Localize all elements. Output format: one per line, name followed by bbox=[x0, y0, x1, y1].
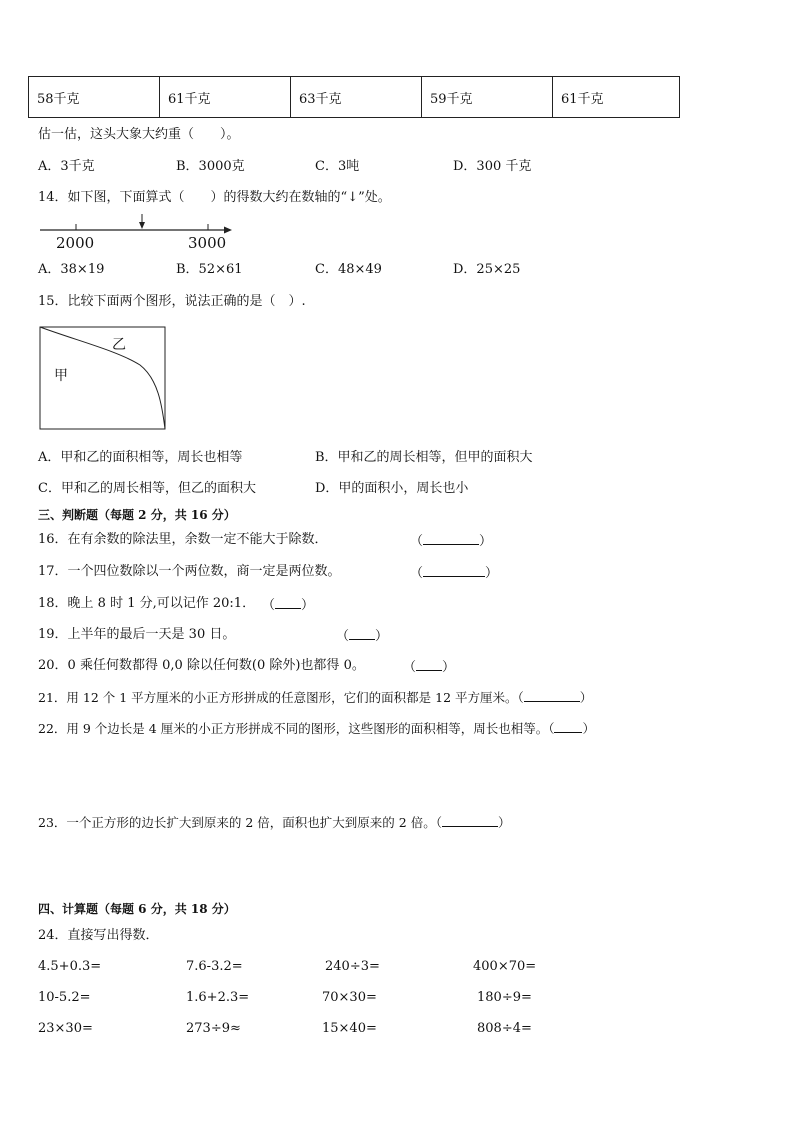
table-cell: 58千克 bbox=[29, 77, 160, 118]
q15-option-c: C．甲和乙的周长相等，但乙的面积大 bbox=[38, 481, 256, 496]
axis-arrow-icon bbox=[224, 227, 232, 234]
q16-text: 16．在有余数的除法里，余数一定不能大于除数． bbox=[38, 532, 328, 547]
q21-text: 21．用 12 个 1 平方厘米的小正方形拼成的任意图形，它们的面积都是 12 平方厘米。（ ） bbox=[38, 690, 593, 705]
q17-answer-blank: （ ） bbox=[410, 566, 499, 581]
section3-title: 三、判断题（每题 2 分，共 16 分） bbox=[38, 508, 236, 522]
number-line bbox=[38, 214, 238, 254]
q13-option-b: B．3000克 bbox=[176, 159, 245, 174]
down-arrow-head-icon bbox=[139, 222, 145, 229]
calc-cell: 15×40= bbox=[322, 1021, 377, 1036]
q19-text: 19．上半年的最后一天是 30 日。 bbox=[38, 627, 236, 642]
axis-label-3000: 3000 bbox=[188, 234, 227, 252]
calc-cell: 400×70= bbox=[473, 959, 537, 974]
q14-option-a: A．38×19 bbox=[38, 262, 105, 277]
q15-stem: 15．比较下面两个图形，说法正确的是（ ）. bbox=[38, 294, 306, 309]
q15-option-a: A．甲和乙的面积相等，周长也相等 bbox=[38, 450, 243, 465]
q24-stem: 24．直接写出得数． bbox=[38, 928, 159, 943]
q14-option-d: D．25×25 bbox=[453, 262, 521, 277]
q17-text: 17．一个四位数除以一个两位数，商一定是两位数。 bbox=[38, 564, 341, 579]
q13-option-d: D．300 千克 bbox=[453, 159, 532, 174]
calc-cell: 70×30= bbox=[322, 990, 377, 1005]
calc-cell: 1.6+2.3= bbox=[186, 990, 250, 1005]
weights-table bbox=[28, 76, 680, 118]
q18-text: 18．晚上 8 时 1 分,可以记作 20:1． bbox=[38, 596, 256, 611]
q15-option-d: D．甲的面积小，周长也小 bbox=[315, 481, 469, 496]
table-row bbox=[29, 77, 680, 118]
q18-answer-blank: （ ） bbox=[262, 598, 315, 613]
q16-answer-blank: （ ） bbox=[410, 534, 493, 549]
q22-text: 22．用 9 个边长是 4 厘米的小正方形拼成不同的图形，这些图形的面积相等，周长也相等。（ ） bbox=[38, 721, 595, 736]
q14-stem: 14．如下图，下面算式（ ）的得数大约在数轴的“↓”处。 bbox=[38, 190, 391, 205]
axis-label-2000: 2000 bbox=[56, 234, 95, 252]
calc-cell: 4.5+0.3= bbox=[38, 959, 102, 974]
calc-cell: 273÷9≈ bbox=[186, 1021, 241, 1036]
figure-label-jia: 甲 bbox=[54, 368, 68, 384]
q15-figure bbox=[38, 325, 170, 433]
q14-option-c: C．48×49 bbox=[315, 262, 382, 277]
table-cell: 63千克 bbox=[291, 77, 422, 118]
calc-cell: 240÷3= bbox=[325, 959, 380, 974]
calc-cell: 808÷4= bbox=[477, 1021, 532, 1036]
q13-stem: 估一估，这头大象大约重（ ）。 bbox=[38, 127, 240, 142]
q13-option-a: A．3千克 bbox=[38, 159, 95, 174]
q19-answer-blank: （ ） bbox=[336, 629, 389, 644]
table-cell: 61千克 bbox=[553, 77, 680, 118]
q20-text: 20．0 乘任何数都得 0,0 除以任何数(0 除外)也都得 0。 bbox=[38, 658, 365, 673]
section4-title: 四、计算题（每题 6 分，共 18 分） bbox=[38, 902, 236, 916]
q20-answer-blank: （ ） bbox=[403, 660, 456, 675]
q15-option-b: B．甲和乙的周长相等，但甲的面积大 bbox=[315, 450, 533, 465]
calc-cell: 23×30= bbox=[38, 1021, 93, 1036]
q23-text: 23．一个正方形的边长扩大到原来的 2 倍，面积也扩大到原来的 2 倍。（ ） bbox=[38, 815, 511, 830]
q13-option-c: C．3吨 bbox=[315, 159, 360, 174]
table-cell: 59千克 bbox=[422, 77, 553, 118]
figure-label-yi: 乙 bbox=[112, 337, 126, 353]
calc-cell: 7.6-3.2= bbox=[186, 959, 243, 974]
calc-cell: 10-5.2= bbox=[38, 990, 91, 1005]
table-cell: 61千克 bbox=[160, 77, 291, 118]
q14-option-b: B．52×61 bbox=[176, 262, 243, 277]
calc-cell: 180÷9= bbox=[477, 990, 532, 1005]
